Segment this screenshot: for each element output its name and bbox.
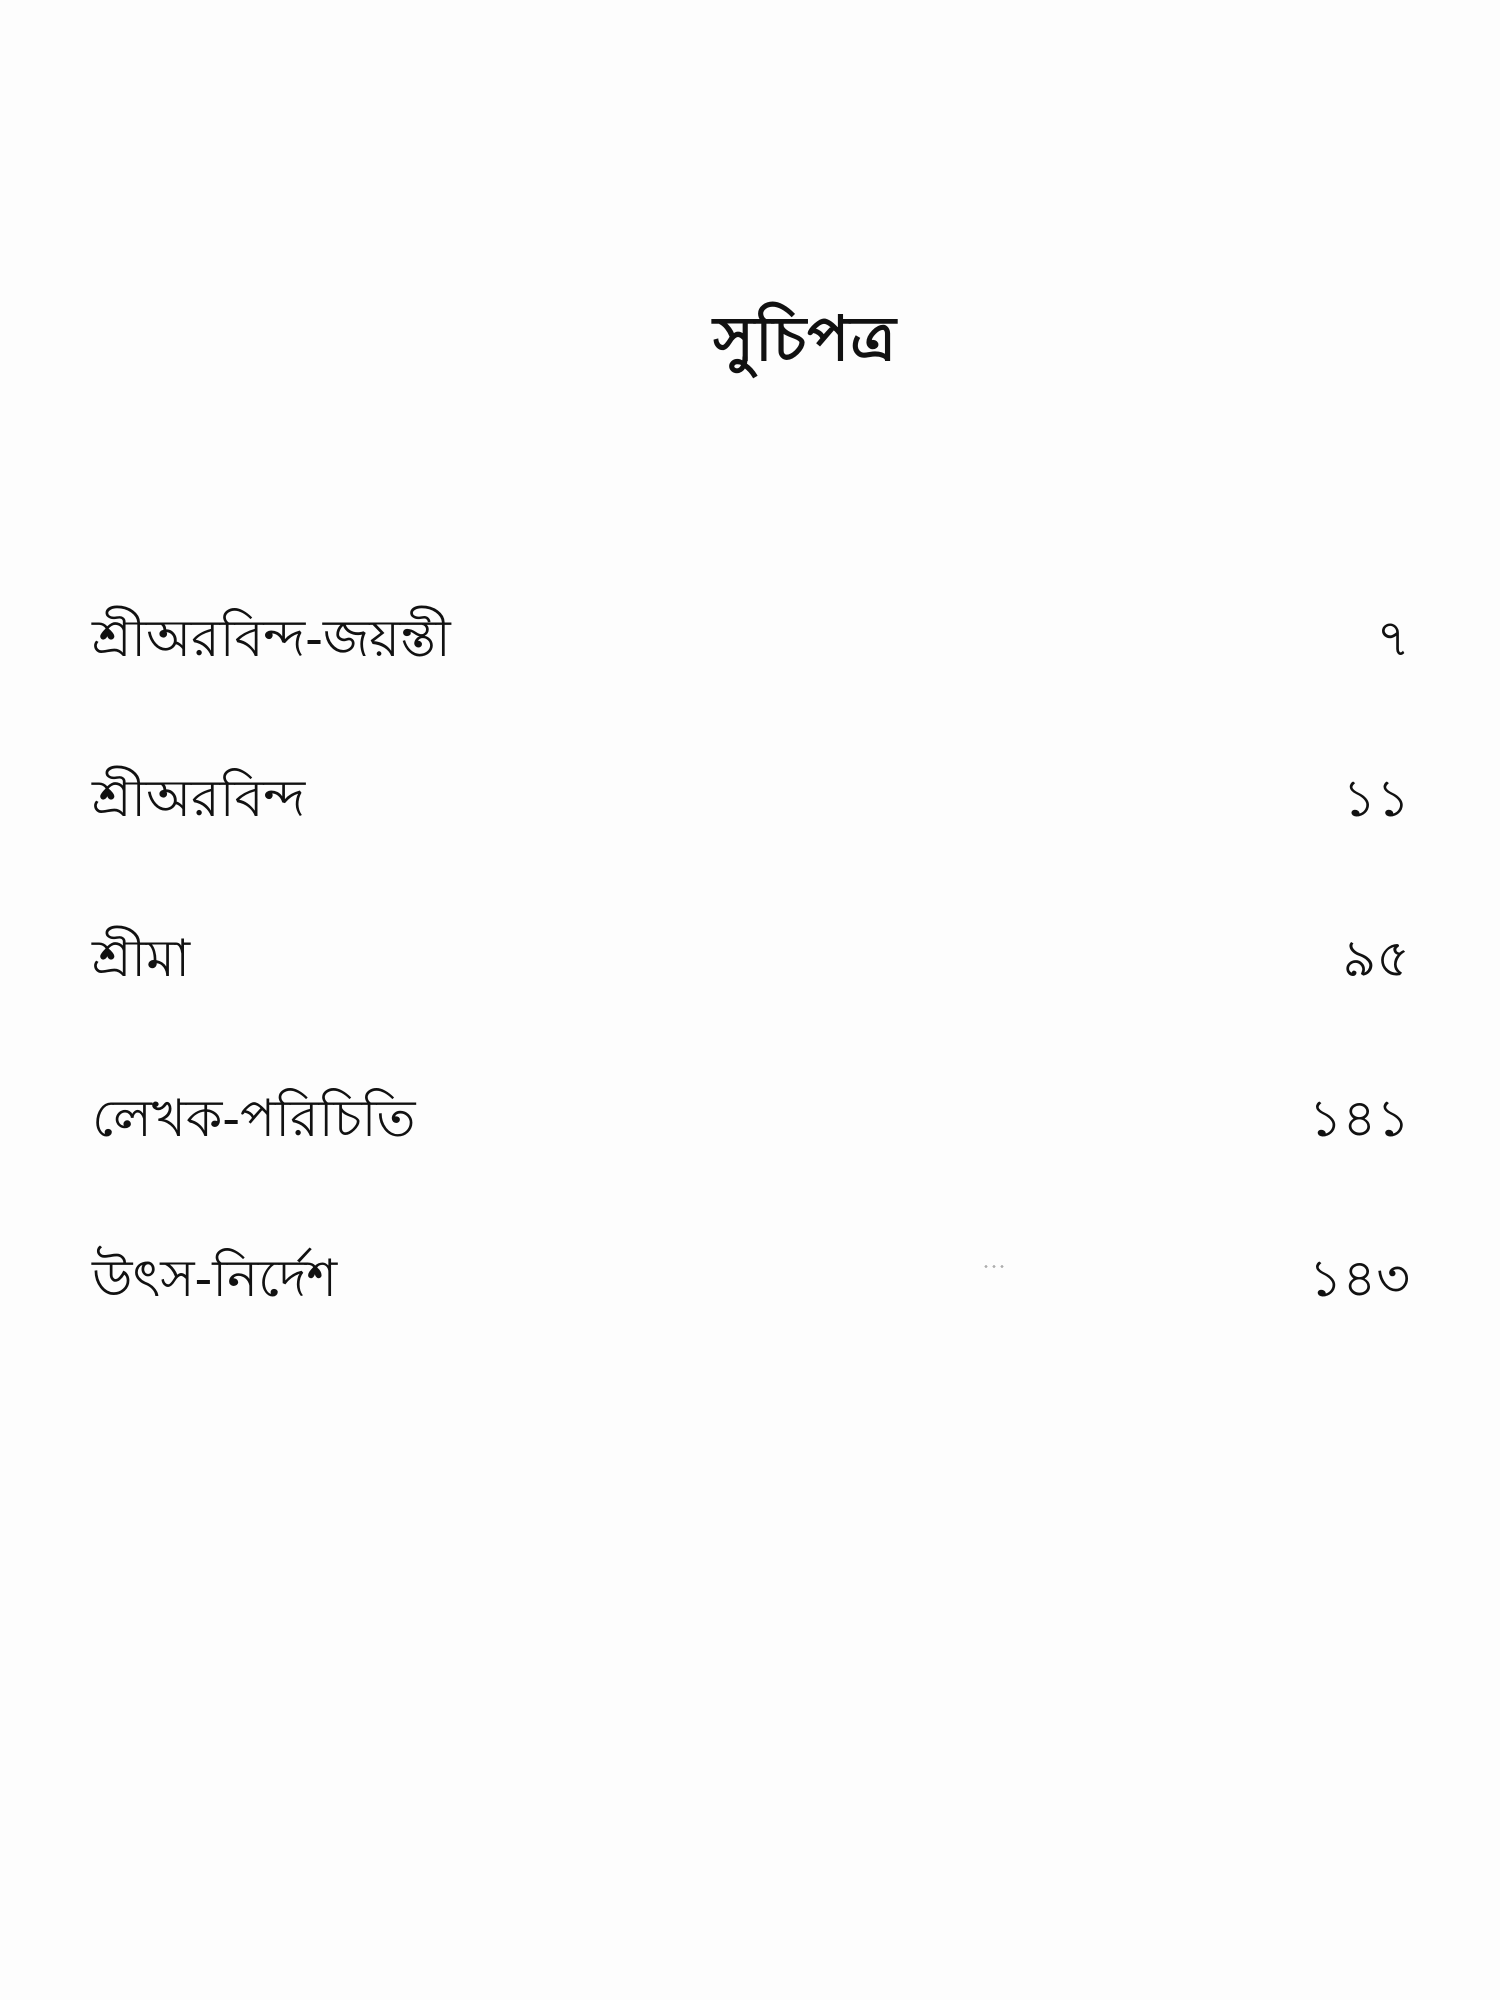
toc-entry-title: উৎস-নির্দেশ	[92, 1249, 338, 1309]
toc-entry-page-number: ১৪৩	[1308, 1249, 1410, 1309]
toc-entry	[92, 1238, 1410, 1398]
toc-entry-title: লেখক-পরিচিতি	[92, 1089, 416, 1149]
toc-entry-page-number: ১১	[1342, 769, 1410, 829]
toc-entry-page-number: ৭	[1376, 609, 1410, 669]
toc-entry	[92, 758, 1410, 918]
toc-entry	[92, 1078, 1410, 1238]
toc-entry	[92, 918, 1410, 1078]
toc-entry-page-number: ৯৫	[1342, 929, 1410, 989]
toc-entry-title: শ্রীমা	[92, 929, 191, 989]
toc-entry-title: শ্রীঅরবিন্দ-জয়ন্তী	[92, 609, 451, 669]
print-speck	[982, 1264, 1004, 1269]
table-of-contents	[92, 598, 1410, 1398]
page-title: সুচিপত্র	[713, 302, 897, 375]
toc-entry	[92, 598, 1410, 758]
toc-entry-page-number: ১৪১	[1308, 1089, 1410, 1149]
toc-entry-title: শ্রীঅরবিন্দ	[92, 769, 306, 829]
